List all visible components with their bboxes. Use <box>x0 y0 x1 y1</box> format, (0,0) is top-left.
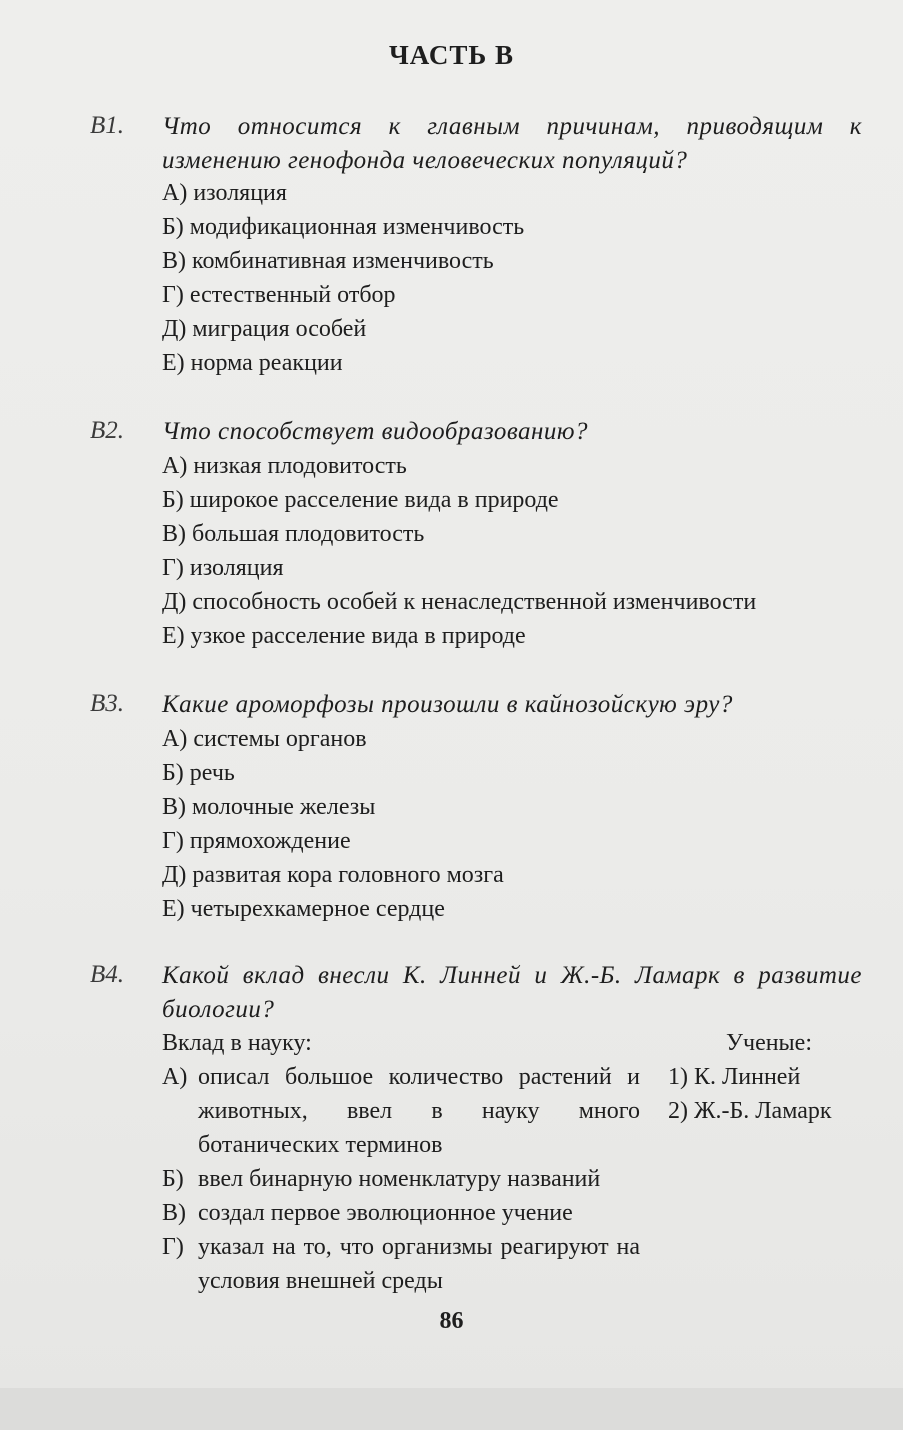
answer-option: В) большая плодовитость <box>162 521 425 547</box>
scientist-item: 2) Ж.-Б. Ламарк <box>668 1098 832 1124</box>
answer-option: В) молочные железы <box>162 794 376 820</box>
answer-option: Г) изоляция <box>162 555 284 581</box>
answer-option: Б) широкое расселение вида в природе <box>162 487 559 513</box>
answer-option: А) изоляция <box>162 180 287 206</box>
contribution-item <box>162 1196 640 1230</box>
answer-option: Б) речь <box>162 760 235 786</box>
answer-option: Г) прямохождение <box>162 828 351 854</box>
answer-option: Д) развитая кора головного мозга <box>162 862 504 888</box>
question-number: В3. <box>90 690 125 717</box>
answer-option: Д) миграция особей <box>162 316 367 342</box>
scientists-header: Ученые: <box>726 1030 813 1056</box>
contribution-label: А) <box>162 1064 188 1090</box>
contribution-item <box>162 1162 640 1196</box>
answer-option: Б) модификационная изменчивость <box>162 214 525 240</box>
question-number: В4. <box>90 961 125 988</box>
contribution-item <box>162 1230 640 1298</box>
contribution-label: Б) <box>162 1166 184 1192</box>
question-text: Какой вклад внесли К. Линней и Ж.-Б. Ламарк в развитие биологии? <box>162 962 862 1023</box>
question-number: В1. <box>90 112 125 139</box>
answer-option: А) системы органов <box>162 726 367 752</box>
question-number: В2. <box>90 417 125 444</box>
question-text: Что относится к главным причинам, приводящим к изменению генофонда человеческих популяций? <box>162 113 862 174</box>
contribution-text: создал первое эволюционное учение <box>198 1200 573 1226</box>
contribution-text: указал на то, что организмы реагируют на условия внешней среды <box>198 1234 640 1294</box>
contribution-text: ввел бинарную номенклатуру названий <box>198 1166 601 1192</box>
answer-option: А) низкая плодовитость <box>162 453 407 479</box>
answer-option: Д) способность особей к ненаследственной изменчивости <box>162 589 757 615</box>
answer-option: Е) узкое расселение вида в природе <box>162 623 526 649</box>
scientist-item: 1) К. Линней <box>668 1064 801 1090</box>
contribution-item <box>162 1060 640 1162</box>
page-number: 86 <box>439 1308 464 1334</box>
contribution-text: описал большое количество растений и животных, ввел в науку много ботанических терминов <box>198 1064 640 1158</box>
answer-option: В) комбинативная изменчивость <box>162 248 494 274</box>
question-text: Что способствует видообразованию? <box>162 418 589 445</box>
answer-option: Г) естественный отбор <box>162 282 396 308</box>
contribution-header: Вклад в науку: <box>162 1030 312 1056</box>
answer-option: Е) норма реакции <box>162 350 343 376</box>
contribution-label: Г) <box>162 1234 184 1260</box>
contribution-label: В) <box>162 1200 186 1226</box>
question-text: Какие ароморфозы произошли в кайнозойскую эру? <box>162 691 733 718</box>
section-title: ЧАСТЬ В <box>388 40 515 70</box>
answer-option: Е) четырехкамерное сердце <box>162 896 445 922</box>
scan-bottom-edge <box>0 1388 903 1430</box>
